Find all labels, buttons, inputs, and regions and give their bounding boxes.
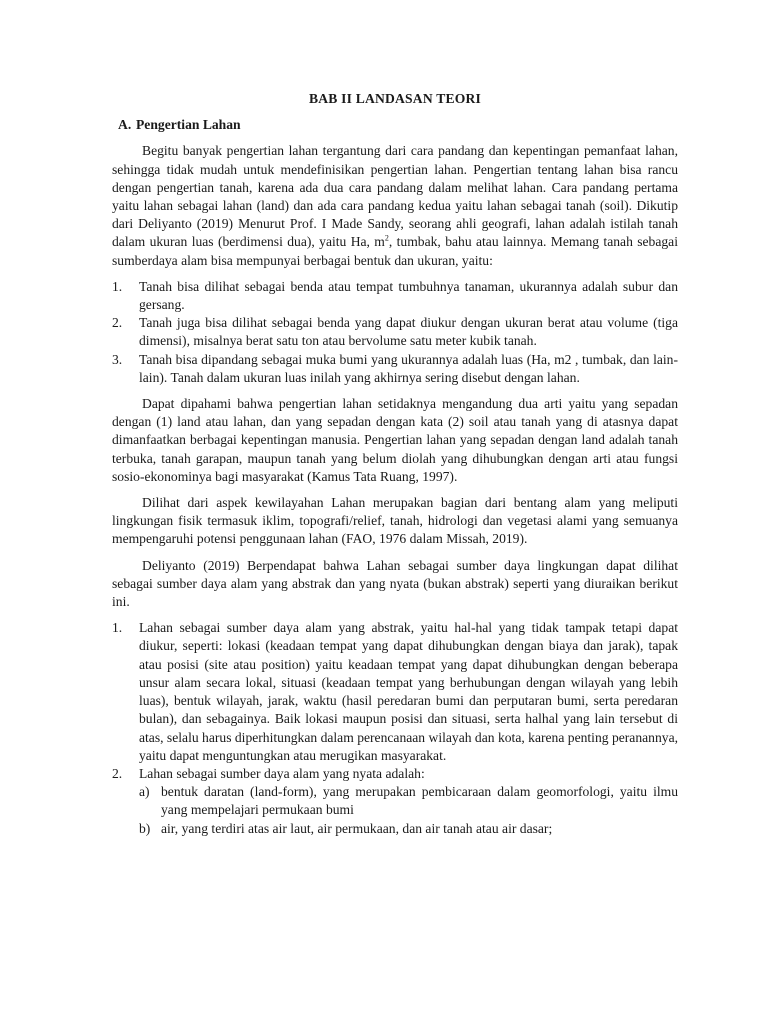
list-item-text: Lahan sebagai sumber daya alam yang nyata adalah: bbox=[139, 765, 425, 781]
numbered-list-1 bbox=[112, 278, 678, 387]
sublist-item-text: bentuk daratan (land-form), yang merupakan pembicaraan dalam geomorfologi, yaitu ilmu yang mempelajari permukaan bumi bbox=[161, 784, 678, 818]
list-number: 1. bbox=[112, 620, 123, 636]
list-item-text: Tanah bisa dipandang sebagai muka bumi yang ukurannya adalah luas (Ha, m2 , tumbak, dan lain-lain). Tanah dalam ukuran luas inilah yang akhirnya sering disebut dengan lahan. bbox=[139, 351, 678, 385]
list-item bbox=[112, 278, 678, 314]
superscript-2: 2 bbox=[384, 233, 389, 243]
paragraph-1-text: Begitu banyak pengertian lahan tergantung dari cara pandang dan kepentingan pemanfaat lahan, sehingga tidak mudah untuk mendefinisikan pengertian lahan. Pengertian tentang lahan bisa rancu dengan pengertian tanah, karena ada dua cara pandang dalam melihat lahan. Cara pandang pertama yaitu lahan sebagai lahan (land) dan ada cara pandang kedua yaitu lahan sebagai tanah (soil). Dikutip dari Deliyanto (2019) Menurut Prof. I Made Sandy, seorang ahli geografi, lahan adalah istilah tanah dalam ukuran luas (berdimensi dua), yaitu Ha, m bbox=[112, 143, 678, 250]
list-number: 2. bbox=[112, 315, 123, 331]
sublist-letter: b) bbox=[139, 820, 151, 836]
paragraph-4: Deliyanto (2019) Berpendapat bahwa Lahan sebagai sumber daya lingkungan dapat dilihat sebagai sumber daya alam yang abstrak dan yang nyata (bukan abstrak) seperti yang diuraikan berikut ini. bbox=[112, 557, 678, 610]
list-item-text: Tanah bisa dilihat sebagai benda atau tempat tumbuhnya tanaman, ukurannya adalah subur dan gersang. bbox=[139, 278, 678, 313]
list-item-text: Tanah juga bisa dilihat sebagai benda yang dapat diukur dengan ukuran berat atau volume (tiga dimensi), misalnya berat satu ton atau bervolume satu meter kubik tanah. bbox=[139, 315, 678, 349]
list-number: 3. bbox=[112, 351, 123, 367]
sublist-item-text: air, yang terdiri atas air laut, air permukaan, dan air tanah atau air dasar; bbox=[161, 820, 553, 836]
section-heading bbox=[118, 116, 678, 134]
section-letter: A. bbox=[118, 117, 132, 133]
lettered-sublist bbox=[139, 783, 678, 838]
section-heading-text: Pengertian Lahan bbox=[136, 117, 241, 133]
paragraph-2: Dapat dipahami bahwa pengertian lahan setidaknya mengandung dua arti yaitu yang sepadan dengan (1) land atau lahan, dan yang sepadan dengan kata (2) soil atau tanah yang di atasnya dapat dimanfaatkan berbagai kepentingan manusia. Pengertian lahan yang sepadan dengan land adalah tanah terbuka, tanah garapan, maupun tanah yang belum diolah yang dihubungkan dengan arti atau fungsi sosio-ekonominya bagi masyarakat (Kamus Tata Ruang, 1997). bbox=[112, 396, 678, 484]
list-item bbox=[112, 765, 678, 838]
list-item bbox=[112, 314, 678, 350]
chapter-title: BAB II LANDASAN TEORI bbox=[308, 91, 482, 106]
sublist-letter: a) bbox=[139, 784, 150, 800]
list-item bbox=[112, 351, 678, 387]
paragraph-1-tail: , tumbak, bahu atau lainnya. Memang tanah sebagai sumberdaya alam bisa mempunyai berbagai bentuk dan ukuran, yaitu: bbox=[112, 234, 678, 268]
numbered-list-2 bbox=[112, 619, 678, 837]
paragraph-3: Dilihat dari aspek kewilayahan Lahan merupakan bagian dari bentang alam yang meliputi lingkungan fisik termasuk iklim, topografi/relief, tanah, hidrologi dan vegetasi alami yang semuanya mempengaruhi potensi penggunaan lahan (FAO, 1976 dalam Missah, 2019). bbox=[112, 495, 678, 547]
list-item bbox=[112, 619, 678, 765]
sublist-item bbox=[139, 820, 678, 838]
sublist-item bbox=[139, 783, 678, 819]
list-number: 2. bbox=[112, 765, 123, 781]
list-number: 1. bbox=[112, 278, 123, 294]
list-item-text: Lahan sebagai sumber daya alam yang abstrak, yaitu hal-hal yang tidak tampak tetapi dapat diukur, seperti: lokasi (keadaan tempat yang dapat dihubungkan dengan biaya dan jarak), tapak atau posisi (site atau position) yaitu keadaan tempat yang dapat dihubungkan dengan beberapa unsur alam secara lokal, situasi (keadaan tempat yang berhubungan dengan wilayah yang lebih luas), bentuk wilayah, jarak, waktu (hasil peredaran bumi dan perputaran bumi, serta peredaran bulan), dan sebagainya. Baik lokasi maupun posisi dan situasi, serta halhal yang lain tersebut di atas, selalu harus diperhitungkan dalam perencanaan wilayah dan kota, karena penting peranannya, yaitu dapat menguntungkan atau merugikan masyarakat. bbox=[139, 620, 678, 763]
paragraph-1 bbox=[112, 142, 678, 269]
